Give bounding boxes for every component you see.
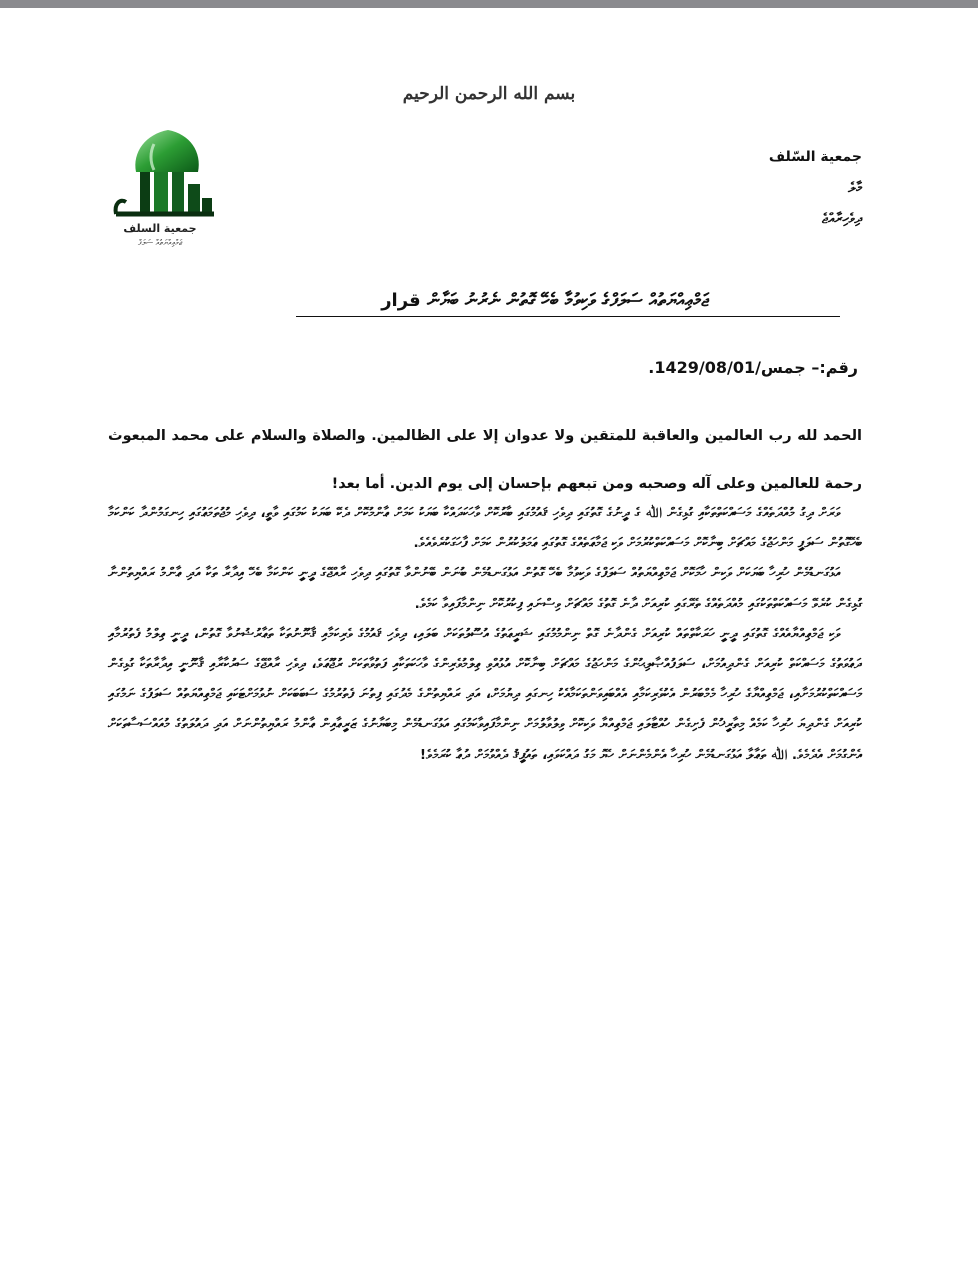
organization-name: جمعية السّلف xyxy=(768,149,862,165)
body-paragraph: ވަރަށް ދިގު މުއްދަތެއްގެ މަސައްކަތްތަކާއި ގުޅިގެން ﷲ ގެ ދީނުގެ ގޮތުގައި ދިވެހި ޤައުމުގައި ބާރުކޮށް ވާހަކަދައްކާ ބަޔަކު ކަމަށް ޢާންމުކޮށް ދެކޭ ބަޔަކު ކަމުގައި ވާތީ، ދިވެހި މުޖުތަމަޢުގައި ހިނގަމުންދާ ކަންކަމާ ބެހޭގޮތުން ސަލަފީ މަންހަޖުގެ މައްޗަށް ބިނާކޮށް މަސައްކަތްކުރުމަށް ވަކި ޖަމާޢަތެއްގެ ގޮތުގައި ޢަމަލުކުރުން ކަމަށް ފާހަގަކުރެވެއެވެ. xyxy=(108,505,862,552)
document-title: ޖަމްޢިއްޔަތުއް ސަލަފްގެ ވަކިވުމާ ބެހޭ ގޮތުން ނެރުނު ބަޔާން قرار xyxy=(381,290,709,311)
logo-caption-arabic: جمعية السلف xyxy=(123,222,197,235)
body-text xyxy=(108,498,862,770)
title-underline xyxy=(296,316,840,317)
organization-logo xyxy=(110,124,222,264)
body-paragraph: ވަކި ޖަމްޢިއްޔާއެއްގެ ގޮތުގައި ދީނީ ހަރަކާތްތައް ކުރިއަށް ގެންދާނެ ގޮތް ނިންމުމުގައި ޝަރީޢަތުގެ އުސޫލުތަކަށް ބަލައި، ދިވެހި ޤައުމުގެ ވެރިކަމާއި ޤާނޫނުތަކާ ތަޢާރުޟުނުވާ ގޮތުން، ދީނީ ޢިލްމު ފެތުރުމާއި ދަޢުވަތުގެ މަސައްކަތް ކުރިއަށް ގެންދިއުމަށް، ސަލަފުއްޞާލިޙުންގެ މަންހަޖުގެ މައްޗަށް ބިނާކޮށް އުޅުއްވި ޢިލްމުވެރިންގެ ވާހަކަތަކާއި ފަތުވާތަކަށް ރުޖޫޢަވެ، ދިވެހި ރާއްޖޭގެ ސަރުކާރާއި ޤާނޫނީ އިދާރާތަކާ ގުޅިގެން މަސައްކަތްކުރުމަށާއި، ޖަމްޢިއްޔާގެ ހުރިހާ މެމްބަރުން އެކުވެރިކަމާއި އެއްބައިވަންތަކަމާއެކު ހިނގައި ދިޔުމަށް، އަދި ރައްޔިތުންގެ މެދުގައި ފިތުނަ ފެތުރުމުގެ ސަބަބަކަށް ނުވުމަށްޓަކައި ޖަމްޢިއްޔަތުއް ސަލަފުގެ ނަމުގައި ކުރިއަށް ގެންދިޔަ ހުރިހާ ކަމެއް މިތާރީޚުން ފެށިގެން ހުއްޓާލައި ޖަމްޢިއްޔާ ވަކިކޮށް ވިލުވާލުމަށް ނިންމާފައިވާކަމުގައި އަޅުގަނޑުމެން މިބަޔާނުގެ ޒަރީޢާއިން ޢާންމު ރައްޔިތުންނަށް އަދި ދައުލަތުގެ މުއައްސަސާތަކަށް އެންގުމަށް އެދެމެވެ. ﷲ ތަޢާލާ އަޅުގަނޑުމެން ހުރިހާ އެންމެންނަށް ހެޔޮ މަގު ދައްކަވައި، ތައުފީޤު ދެއްވުމަށް ދުޢާ ކުރަމެވެ! xyxy=(108,625,862,763)
basmala: بسم الله الرحمن الرحيم xyxy=(402,84,576,104)
organization-block xyxy=(769,142,862,235)
reference-number: رقم:– جمس/1429/08/01. xyxy=(648,358,858,377)
organization-city: މާލެ xyxy=(848,180,862,196)
organization-country: ދިވެހިރާއްޖެ xyxy=(821,211,862,227)
body-paragraph: އަޅުގަނޑުމެން ހުރިހާ ބަޔަކަށް ވަކިން ހާމަކޮށް ޖަމްޢިއްޔަތުއް ސަލަފްގެ ވަކިވުމާ ބެހޭ ގޮތުން އަޅުގަނޑުމެން ބުނަން ބޭނުންވާ ގޮތުގައި ދިވެހި ރާއްޖޭގެ ދީނީ ކަންކަމާ ބެހޭ އިދާރާ ތަކާ އަދި ޢާންމު ރައްޔިތުންނާ ގުޅިގެން ކުރެވޭ މަސައްކަތްތަކުގައި މުއްދަތެއްގެ ތެރޭގައި ކުރިއަށް ދާނެ ގޮތުގެ މައްޗަށް ވިސްނައި ފިކުރުކޮށް ނިންމާފައިވާ ކަމެވެ. xyxy=(108,565,862,612)
logo-caption-dhivehi: ޖަމްޢިއްޔަތުއް ސަލަފް xyxy=(137,238,183,247)
arabic-opening: الحمد لله رب العالمين والعاقبة للمتقين ولا عدوان إلا على الظالمين. والصلاة والسلام على محمد المبعوث رحمة للعالمين وعلى آله وصحبه ومن تبعهم بإحسان إلى يوم الدين. أما بعد! xyxy=(108,428,862,492)
mosque-emblem-icon xyxy=(110,124,222,224)
top-bar xyxy=(0,0,978,8)
